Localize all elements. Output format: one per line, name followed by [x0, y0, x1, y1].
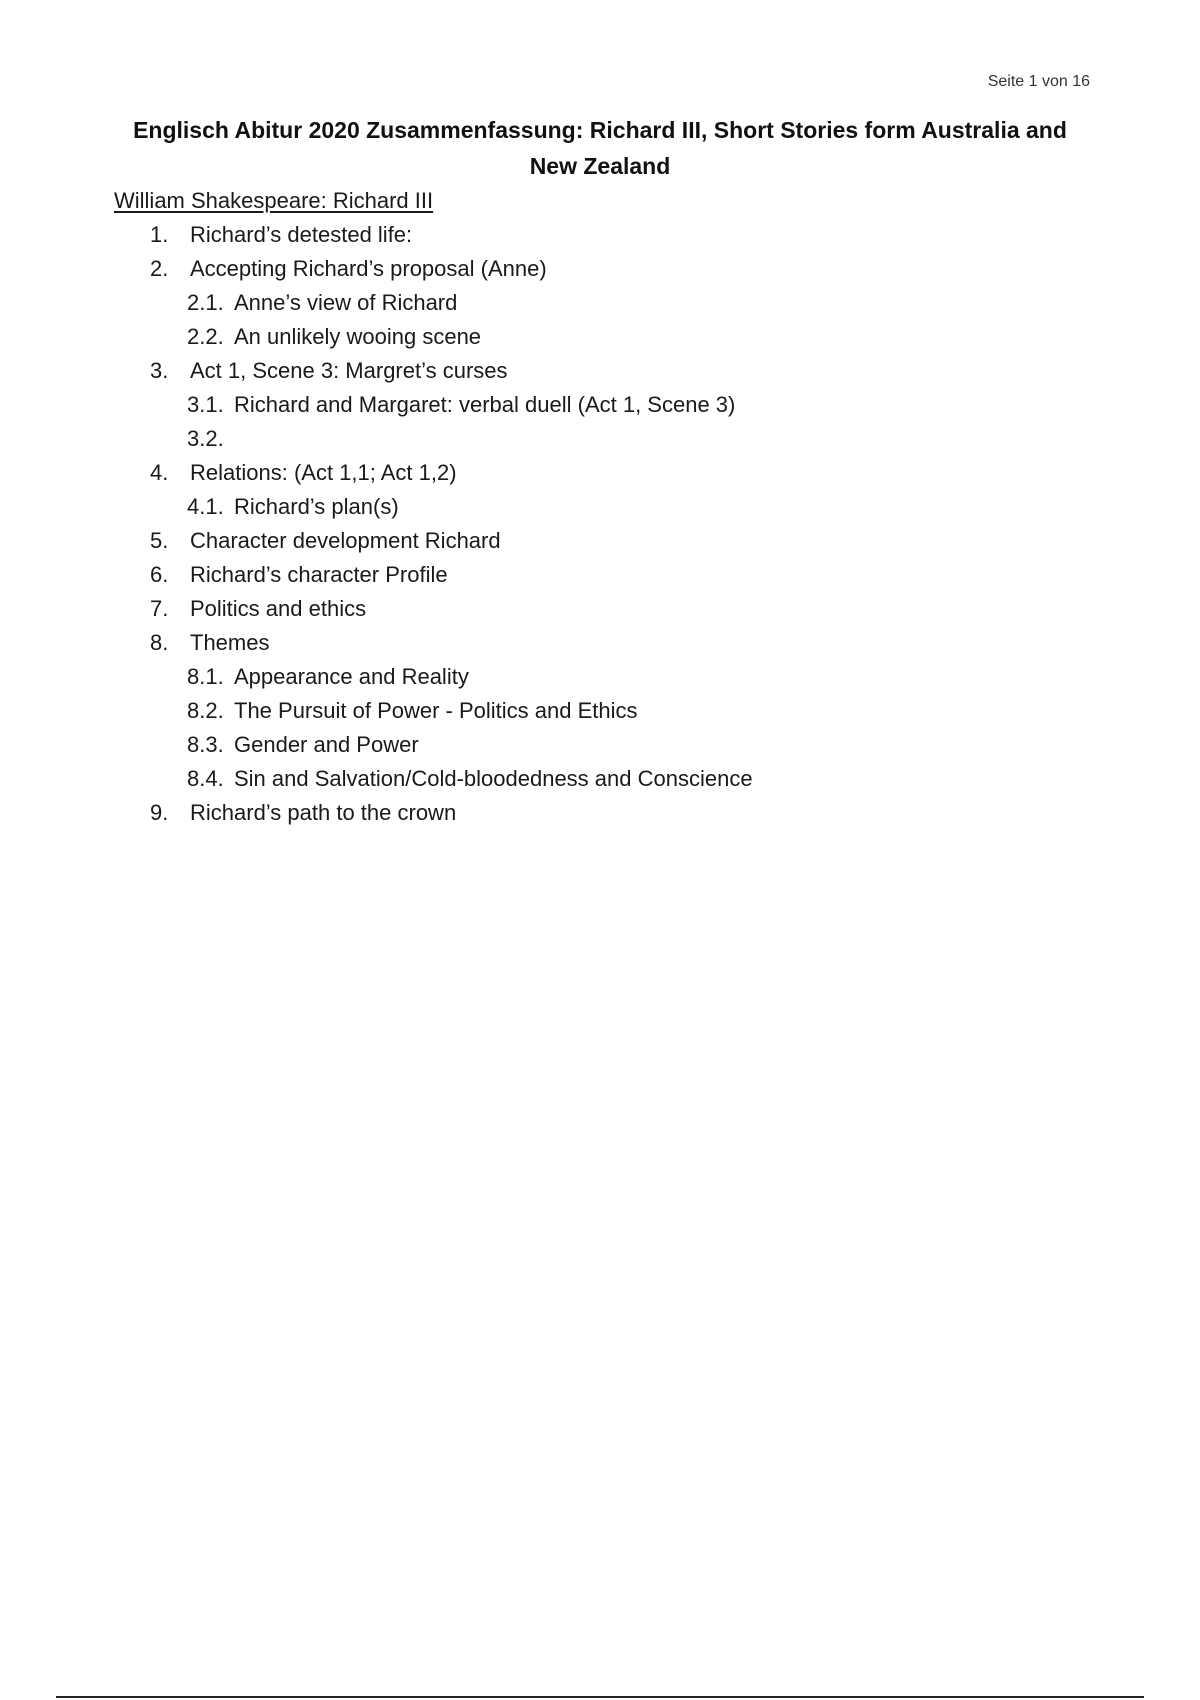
- toc-item-number: 8.1.: [187, 664, 224, 689]
- toc-item-label: Gender and Power: [234, 732, 419, 757]
- toc-item: [0, 796, 1200, 830]
- toc-subitem: [0, 286, 1200, 320]
- toc-item-label: Richard and Margaret: verbal duell (Act 1, Scene 3): [234, 392, 736, 417]
- toc-item-number: 1.: [150, 222, 169, 247]
- toc-subitem: [0, 490, 1200, 524]
- toc-item: [0, 218, 1200, 252]
- toc-subitem: [0, 320, 1200, 354]
- toc-item-number: 4.1.: [187, 494, 224, 519]
- toc-item-label: Sin and Salvation/Cold-bloodedness and Conscience: [234, 766, 753, 791]
- toc-item-number: 9.: [150, 800, 169, 825]
- toc-item-number: 3.2.: [187, 426, 224, 451]
- document-title: Englisch Abitur 2020 Zusammenfassung: Richard III, Short Stories form Australia and New Zealand: [133, 117, 1067, 179]
- toc-subitem: [0, 762, 1200, 796]
- toc-subitem: [0, 422, 1200, 456]
- toc-item-number: 2.1.: [187, 290, 224, 315]
- toc-item-label: Relations: (Act 1,1; Act 1,2): [190, 460, 457, 485]
- toc-item: [0, 626, 1200, 660]
- toc-item-label: Richard’s path to the crown: [190, 800, 457, 825]
- toc-item-label: Richard’s detested life:: [190, 222, 413, 247]
- toc-item-label: The Pursuit of Power - Politics and Ethics: [234, 698, 638, 723]
- toc-item-number: 7.: [150, 596, 169, 621]
- toc-item: [0, 252, 1200, 286]
- toc-item-label: Appearance and Reality: [234, 664, 469, 689]
- toc-item-number: 8.: [150, 630, 169, 655]
- toc-item-label: Anne’s view of Richard: [234, 290, 458, 315]
- toc-item: [0, 558, 1200, 592]
- toc-item: [0, 456, 1200, 490]
- toc-item-number: 8.2.: [187, 698, 224, 723]
- toc-item-number: 2.2.: [187, 324, 224, 349]
- toc-item-label: An unlikely wooing scene: [234, 324, 482, 349]
- toc-item: [0, 354, 1200, 388]
- toc-item-number: 3.1.: [187, 392, 224, 417]
- toc-item-label: Character development Richard: [190, 528, 501, 553]
- toc-subitem: [0, 660, 1200, 694]
- toc-item-label: Act 1, Scene 3: Margret’s curses: [190, 358, 508, 383]
- toc-subitem: [0, 694, 1200, 728]
- section-heading: William Shakespeare: Richard III: [114, 188, 434, 213]
- toc-item: [0, 592, 1200, 626]
- page-number: Seite 1 von 16: [987, 73, 1090, 90]
- footer-divider: [56, 1696, 1144, 1698]
- toc-item-label: Politics and ethics: [190, 596, 367, 621]
- toc-subitem: [0, 728, 1200, 762]
- toc-item-label: Themes: [190, 630, 270, 655]
- toc-item-number: 8.3.: [187, 732, 224, 757]
- toc-item-number: 6.: [150, 562, 169, 587]
- toc-item-label: Richard’s plan(s): [234, 494, 399, 519]
- toc-item-number: 4.: [150, 460, 169, 485]
- toc-item-number: 2.: [150, 256, 169, 281]
- toc-item-number: 5.: [150, 528, 169, 553]
- toc-item-label: Richard’s character Profile: [190, 562, 448, 587]
- toc-item: [0, 524, 1200, 558]
- table-of-contents: [0, 218, 1200, 830]
- toc-item-number: 3.: [150, 358, 169, 383]
- toc-item-label: Accepting Richard’s proposal (Anne): [190, 256, 547, 281]
- toc-item-number: 8.4.: [187, 766, 224, 791]
- toc-subitem: [0, 388, 1200, 422]
